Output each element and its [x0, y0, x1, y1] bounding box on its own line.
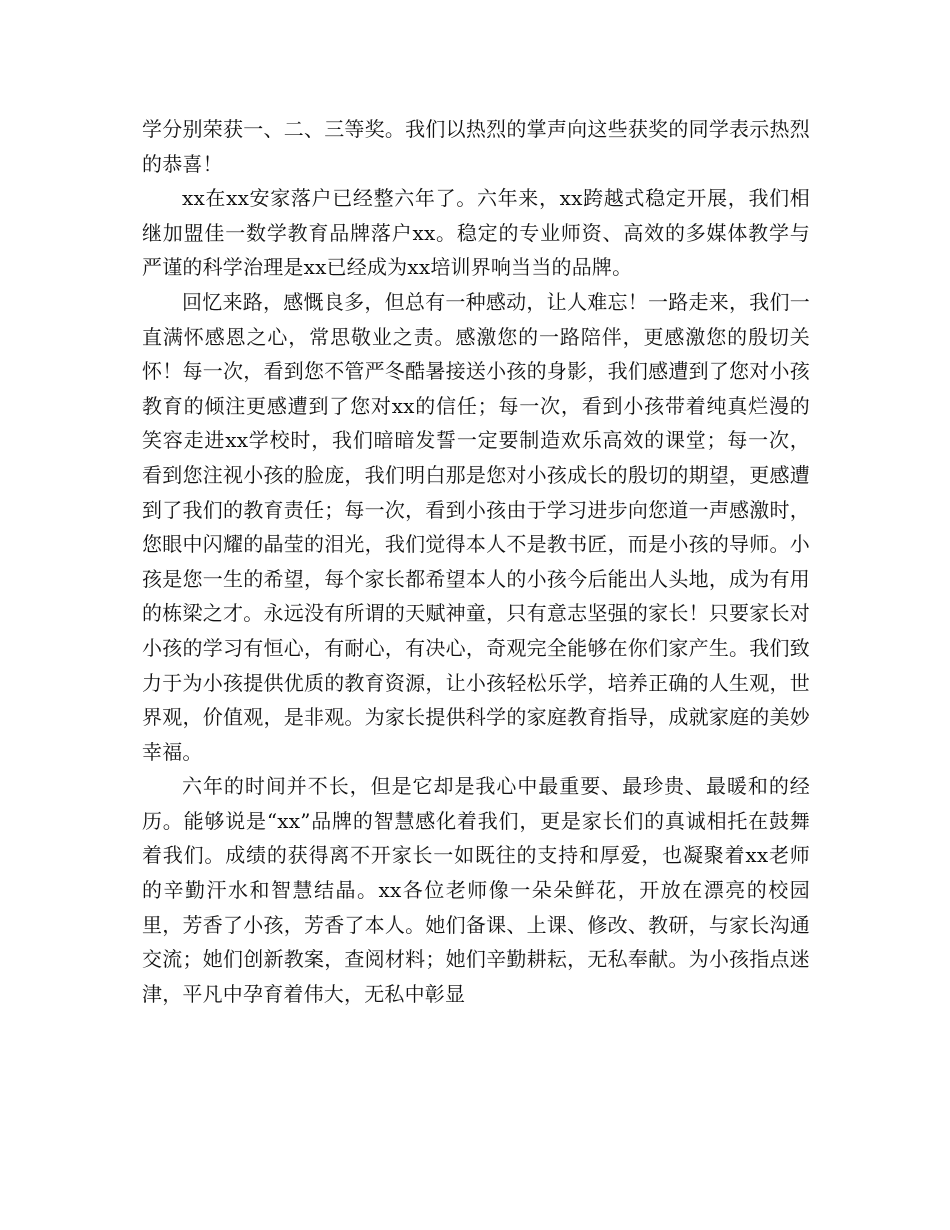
- paragraph-2: xx在xx安家落户已经整六年了。六年来，xx跨越式稳定开展，我们相继加盟佳一数学教育品牌落户xx。稳定的专业师资、高效的多媒体教学与严谨的科学治理是xx已经成为xx培训界响当当的品牌。: [142, 186, 810, 280]
- document-body: [142, 112, 810, 1011]
- paragraph-1: 学分别荣获一、二、三等奖。我们以热烈的掌声向这些获奖的同学表示热烈的恭喜！: [142, 117, 810, 176]
- paragraph-3: 回忆来路，感慨良多，但总有一种感动，让人难忘！一路走来，我们一直满怀感恩之心，常思敬业之责。感激您的一路陪伴，更感激您的殷切关怀！每一次，看到您不管严冬酷暑接送小孩的身影，我们感遭到了您对小孩教育的倾注更感遭到了您对xx的信任；每一次，看到小孩带着纯真烂漫的笑容走进xx学校时，我们暗暗发誓一定要制造欢乐高效的课堂；每一次，看到您注视小孩的脸庞，我们明白那是您对小孩成长的殷切的期望，更感遭到了我们的教育责任；每一次，看到小孩由于学习进步向您道一声感激时，您眼中闪耀的晶莹的泪光，我们觉得本人不是教书匠，而是小孩的导师。小孩是您一生的希望，每个家长都希望本人的小孩今后能出人头地，成为有用的栋梁之才。永远没有所谓的天赋神童，只有意志坚强的家长！只要家长对小孩的学习有恒心，有耐心，有决心，奇观完全能够在你们家产生。我们致力于为小孩提供优质的教育资源，让小孩轻松乐学，培养正确的人生观，世界观，价值观，是非观。为家长提供科学的家庭教育指导，成就家庭的美妙幸福。: [142, 289, 810, 764]
- paragraph-4: 六年的时间并不长，但是它却是我心中最重要、最珍贵、最暖和的经历。能够说是“xx”品牌的智慧感化着我们，更是家长们的真诚相托在鼓舞着我们。成绩的获得离不开家长一如既往的支持和厚爱，也凝聚着xx老师的辛勤汗水和智慧结晶。xx各位老师像一朵朵鲜花，开放在漂亮的校园里，芳香了小孩，芳香了本人。她们备课、上课、修改、教研，与家长沟通交流；她们创新教案，查阅材料；她们辛勤耕耘，无私奉献。为小孩指点迷津，平凡中孕育着伟大，无私中彰显: [142, 774, 810, 1006]
